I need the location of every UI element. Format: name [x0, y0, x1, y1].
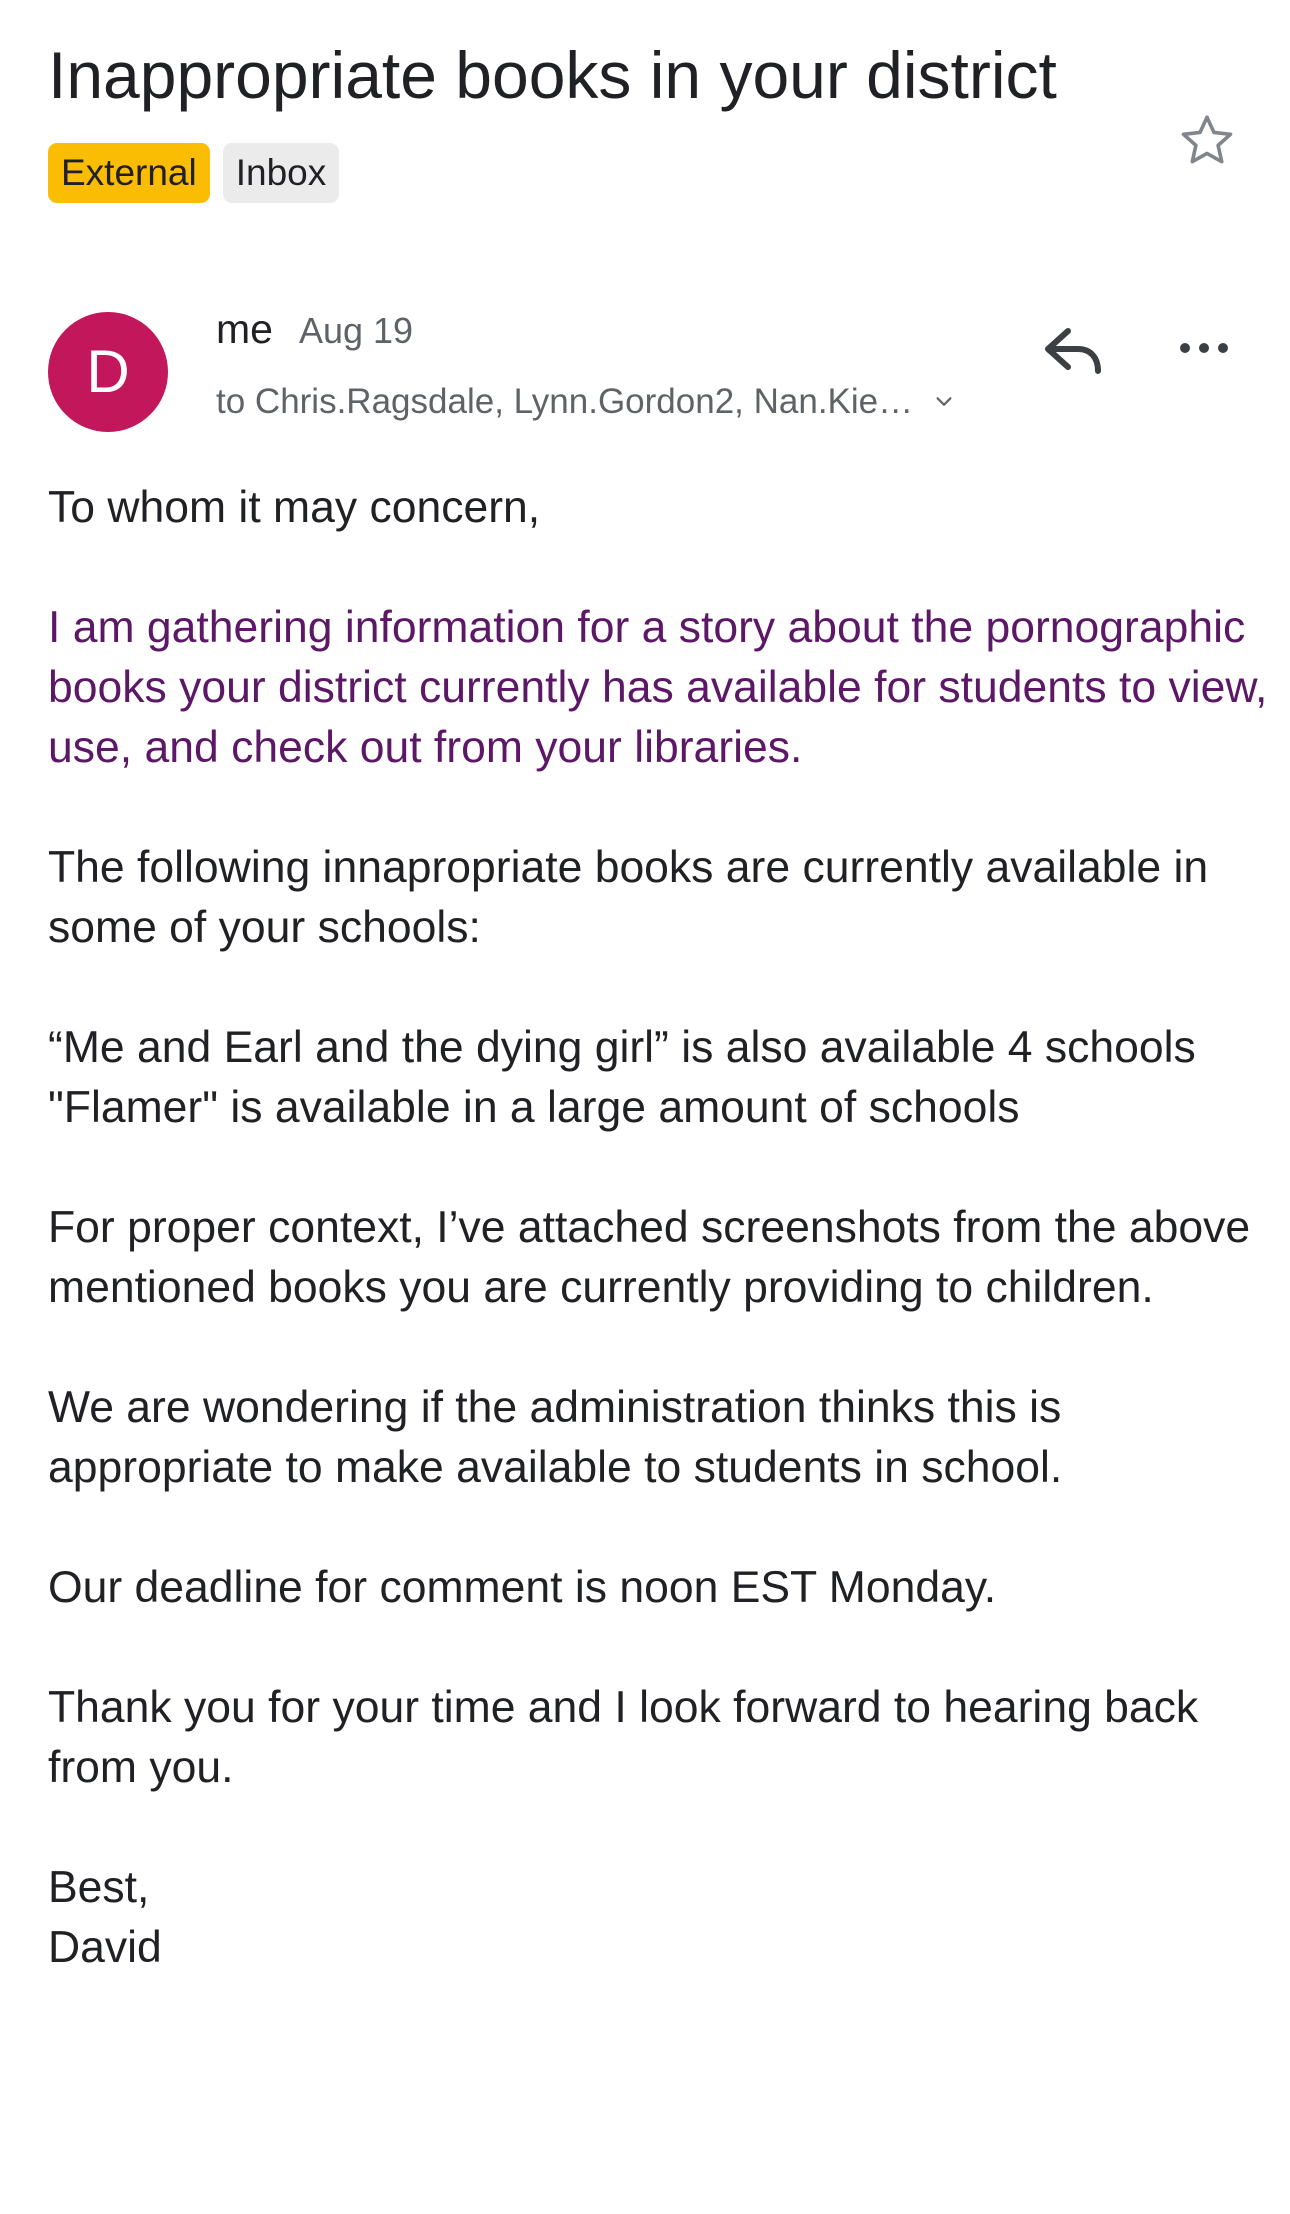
question-paragraph: We are wondering if the administration thinks this is appropriate to make available to students in school. — [48, 1383, 1063, 1492]
book-list — [48, 1018, 1268, 1138]
book-line-2: "Flamer" is available in a large amount of schools — [48, 1083, 1020, 1132]
email-subject: Inappropriate books in your district — [48, 38, 1057, 112]
list-intro-paragraph: The following innapropriate books are currently available in some of your schools: — [48, 843, 1209, 952]
signature: David — [48, 1923, 162, 1972]
recipients-toggle[interactable] — [216, 380, 955, 424]
label-external[interactable]: External — [48, 143, 210, 203]
more-options-icon[interactable] — [1176, 332, 1232, 364]
greeting: To whom it may concern, — [48, 483, 541, 532]
chevron-down-icon[interactable] — [933, 391, 955, 413]
sender-name: me — [216, 306, 273, 352]
deadline-paragraph: Our deadline for comment is noon EST Monday. — [48, 1563, 997, 1612]
sender-row — [216, 306, 413, 353]
sign-off — [48, 1858, 1268, 1978]
intro-paragraph: I am gathering information for a story about the pornographic books your district currently has available for students to view, use, and check out from your libraries. — [48, 603, 1268, 772]
book-line-1: “Me and Earl and the dying girl” is also available 4 schools — [48, 1023, 1196, 1072]
label-inbox[interactable]: Inbox — [223, 143, 340, 203]
thanks-paragraph: Thank you for your time and I look forward to hearing back from you. — [48, 1683, 1199, 1792]
avatar[interactable]: D — [48, 312, 168, 432]
recipients-list: to Chris.Ragsdale, Lynn.Gordon2, Nan.Kie… — [216, 382, 914, 421]
label-list — [48, 143, 339, 203]
star-icon[interactable] — [1176, 110, 1238, 172]
sent-date: Aug 19 — [298, 310, 414, 351]
message-body — [48, 478, 1268, 1978]
closing: Best, — [48, 1863, 150, 1912]
reply-icon[interactable] — [1042, 325, 1106, 375]
context-paragraph: For proper context, I’ve attached screenshots from the above mentioned books you are currently providing to children. — [48, 1203, 1251, 1312]
